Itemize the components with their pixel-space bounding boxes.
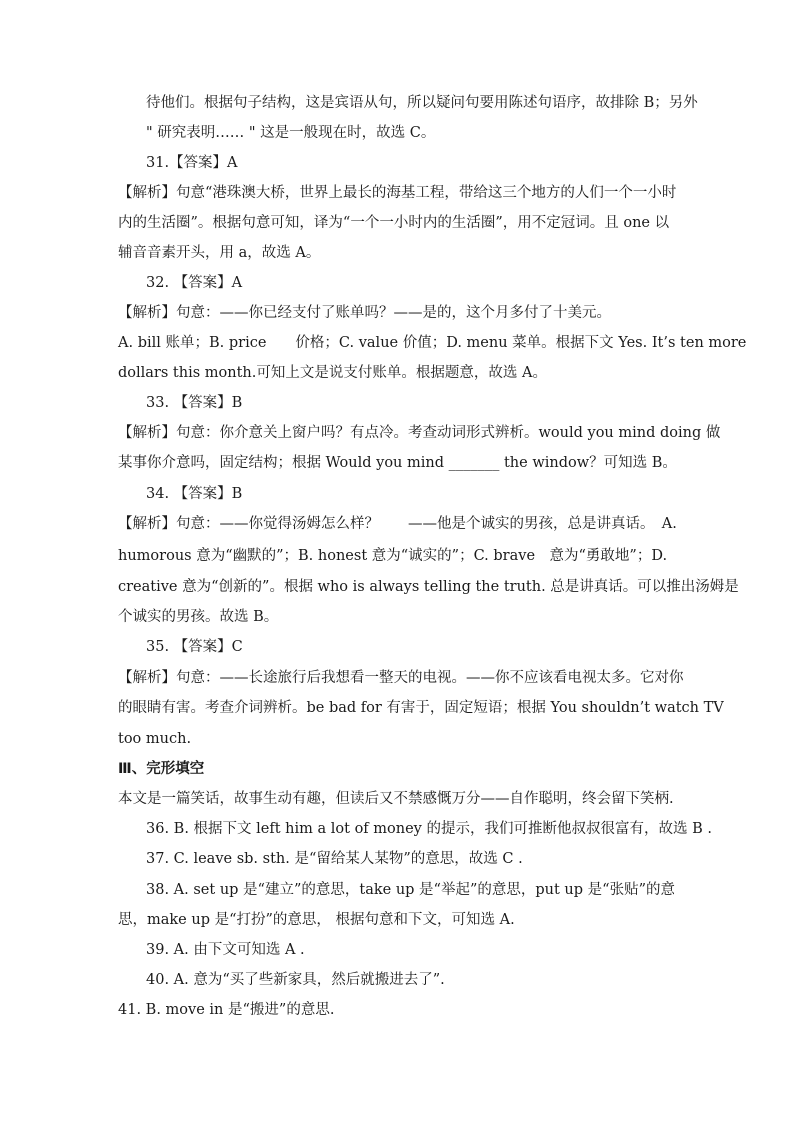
answer-41: 41. B. move in 是“搬进”的意思. (118, 1002, 335, 1018)
text-line: " 研究表明…… " 这是一般现在时，故选 C。 (146, 125, 436, 141)
answer-35: 35. 【答案】C (146, 639, 243, 655)
analysis-35: 【解析】句意：——长途旅行后我想看一整天的电视。——你不应该看电视太多。它对你 (118, 670, 684, 686)
answer-37: 37. C. leave sb. sth. 是“留给某人某物”的意思，故选 C . (146, 851, 523, 867)
answer-33: 33. 【答案】B (146, 395, 243, 411)
text-line: 思，make up 是“打扮”的意思， 根据句意和下文，可知选 A. (118, 912, 515, 928)
text-line: 辅音音素开头，用 a，故选 A。 (118, 245, 321, 261)
text-line: 个诚实的男孩。故选 B。 (118, 609, 279, 625)
answer-34: 34. 【答案】B (146, 486, 243, 502)
analysis-32: 【解析】句意：——你已经支付了账单吗？——是的，这个月多付了十美元。 (118, 305, 611, 321)
answer-40: 40. A. 意为“买了些新家具，然后就搬进去了”. (146, 972, 445, 988)
text-line: A. bill 账单；B. price 价格；C. value 价值；D. menu 菜单。根据下文 Yes. It’s ten more (118, 335, 747, 351)
text-line: 待他们。根据句子结构，这是宾语从句，所以疑问句要用陈述句语序，故排除 B；另外 (146, 95, 698, 111)
section-heading: Ⅲ、完形填空 (118, 761, 205, 777)
text-line: too much. (118, 731, 192, 747)
analysis-33: 【解析】句意：你介意关上窗户吗？有点冷。考查动词形式辨析。would you mind doing 做 (118, 425, 721, 441)
text-line: dollars this month.可知上文是说支付账单。根据题意，故选 A。 (118, 365, 547, 381)
analysis-31: 【解析】句意“港珠澳大桥，世界上最长的海基工程，带给这三个地方的人们一个一小时 (118, 185, 677, 201)
answer-36: 36. B. 根据下文 left him a lot of money 的提示，我们可推断他叔叔很富有，故选 B . (146, 821, 712, 837)
text-line: 某事你介意吗，固定结构；根据 Would you mind _______ the window？可知选 B。 (118, 455, 677, 471)
analysis-34: 【解析】句意：——你觉得汤姆怎么样？ ——他是个诚实的男孩，总是讲真话。 A. (118, 516, 677, 532)
cloze-intro: 本文是一篇笑话，故事生动有趣，但读后又不禁感慨万分——自作聪明，终会留下笑柄. (118, 791, 674, 807)
text-line: creative 意为“创新的”。根据 who is always telling the truth. 总是讲真话。可以推出汤姆是 (118, 579, 739, 595)
answer-32: 32. 【答案】A (146, 275, 243, 291)
text-line: 内的生活圈”。根据句意可知，译为“一个一小时内的生活圈”，用不定冠词。且 one 以 (118, 215, 670, 231)
answer-39: 39. A. 由下文可知选 A . (146, 942, 305, 958)
text-line: humorous 意为“幽默的”；B. honest 意为“诚实的”；C. brave 意为“勇敢地”；D. (118, 548, 668, 564)
answer-38: 38. A. set up 是“建立”的意思，take up 是“举起”的意思，put up 是“张贴”的意 (146, 882, 675, 898)
text-line: 的眼睛有害。考查介词辨析。be bad for 有害于，固定短语；根据 You shouldn’t watch TV (118, 700, 724, 716)
answer-31: 31.【答案】A (146, 155, 238, 171)
